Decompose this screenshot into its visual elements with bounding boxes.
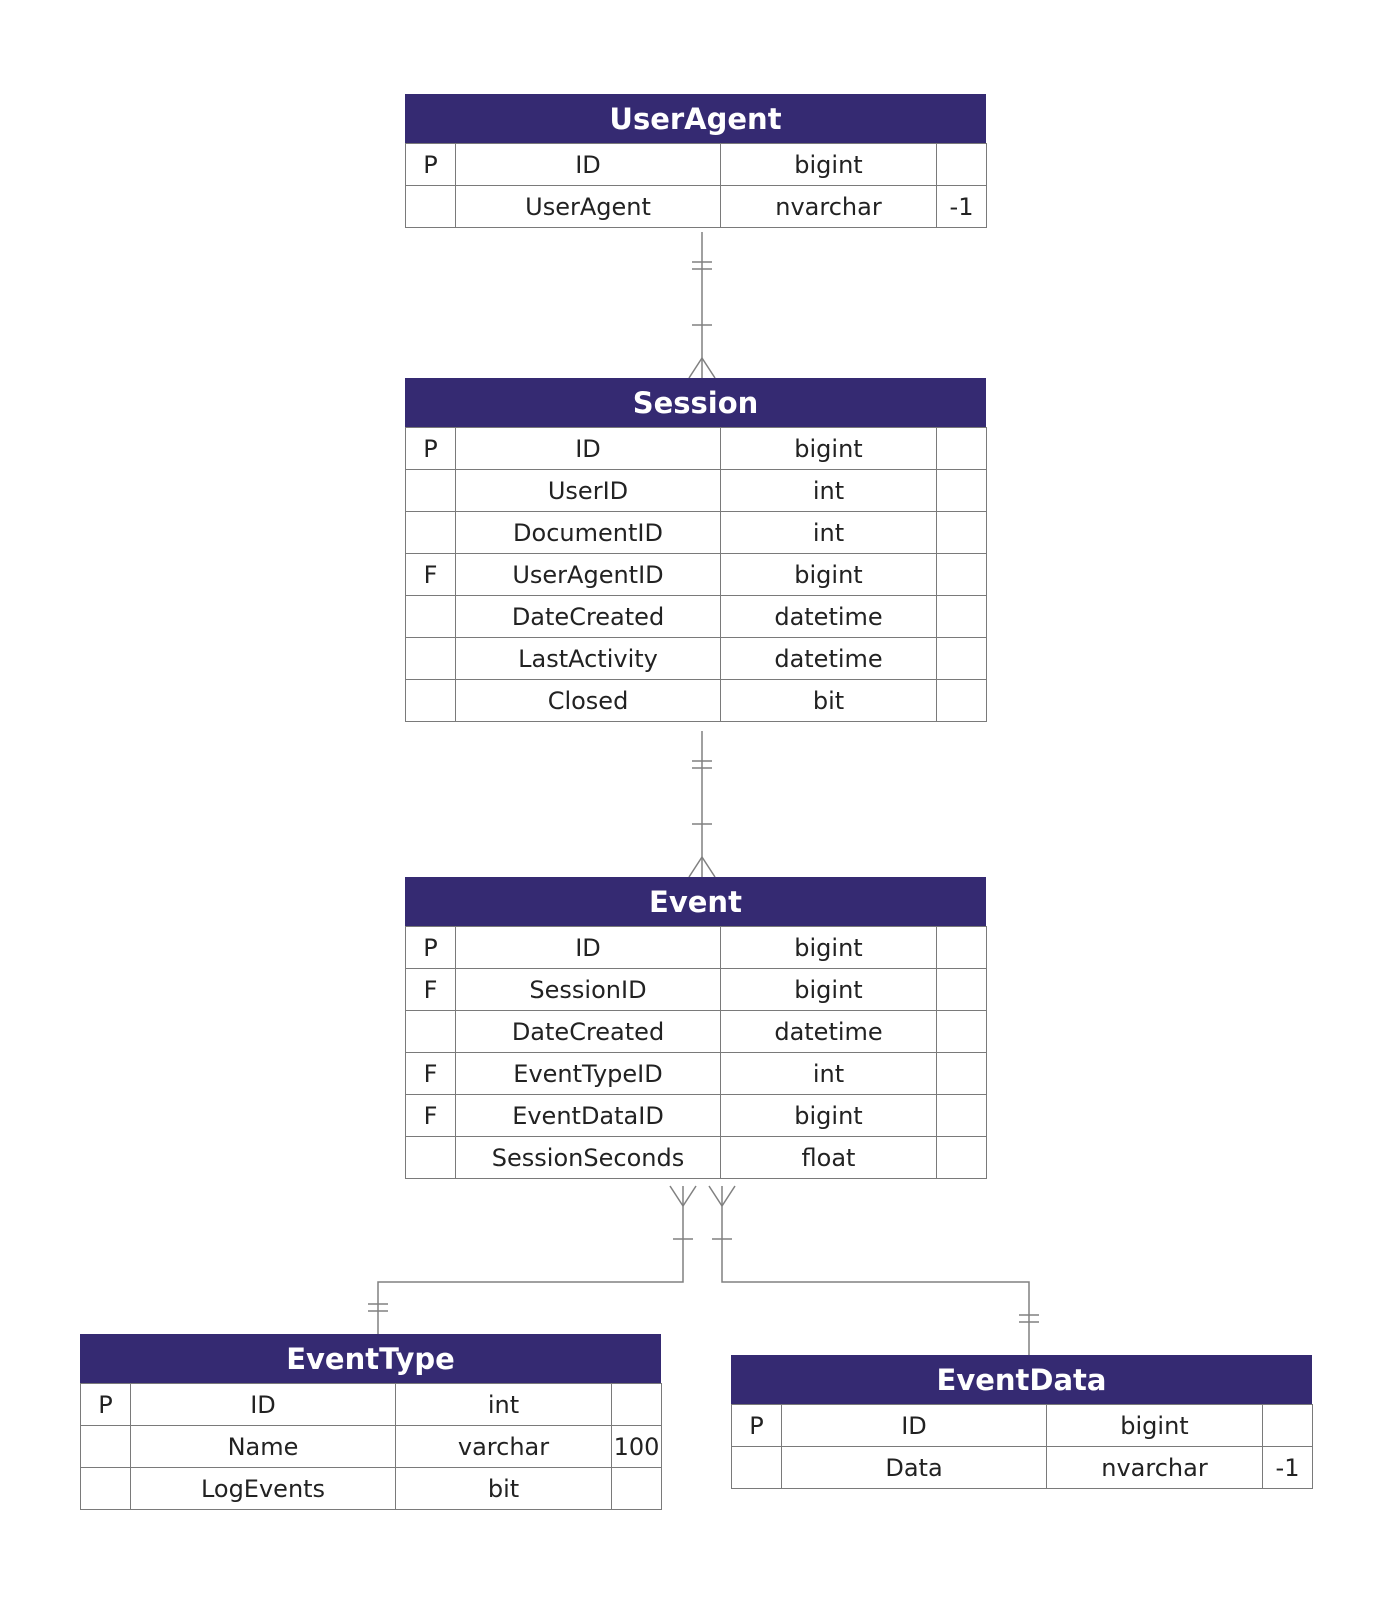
data-type-cell: bigint (1047, 1405, 1263, 1447)
entity-title: Session (405, 378, 986, 427)
data-type-cell: nvarchar (1047, 1447, 1263, 1489)
column-name-cell: SessionID (456, 969, 721, 1011)
table-row (406, 512, 987, 554)
data-type-cell: bigint (721, 428, 937, 470)
key-cell: P (732, 1405, 782, 1447)
key-cell (406, 1011, 456, 1053)
entity-columns-table (731, 1404, 1313, 1489)
column-name-cell: ID (782, 1405, 1047, 1447)
column-name-cell: UserID (456, 470, 721, 512)
table-row (406, 638, 987, 680)
column-name-cell: Closed (456, 680, 721, 722)
length-cell: 100 (612, 1426, 662, 1468)
key-cell: P (406, 428, 456, 470)
column-name-cell: DateCreated (456, 1011, 721, 1053)
entity-columns-table (80, 1383, 662, 1510)
column-name-cell: ID (131, 1384, 396, 1426)
length-cell (937, 680, 987, 722)
key-cell (406, 680, 456, 722)
column-name-cell: UserAgentID (456, 554, 721, 596)
length-cell: -1 (937, 186, 987, 228)
data-type-cell: bigint (721, 969, 937, 1011)
data-type-cell: varchar (396, 1426, 612, 1468)
length-cell (937, 1011, 987, 1053)
key-cell (732, 1447, 782, 1489)
table-row (406, 186, 987, 228)
column-name-cell: LogEvents (131, 1468, 396, 1510)
data-type-cell: bigint (721, 144, 937, 186)
data-type-cell: int (396, 1384, 612, 1426)
table-row (406, 554, 987, 596)
length-cell (937, 470, 987, 512)
table-row (732, 1447, 1313, 1489)
data-type-cell: datetime (721, 1011, 937, 1053)
entity-title: EventType (80, 1334, 661, 1383)
length-cell (612, 1384, 662, 1426)
column-name-cell: SessionSeconds (456, 1137, 721, 1179)
length-cell (937, 1137, 987, 1179)
length-cell (937, 638, 987, 680)
data-type-cell: float (721, 1137, 937, 1179)
column-name-cell: ID (456, 144, 721, 186)
relationship-useragent-session (689, 232, 715, 378)
data-type-cell: nvarchar (721, 186, 937, 228)
data-type-cell: bigint (721, 554, 937, 596)
data-type-cell: bigint (721, 1095, 937, 1137)
table-row (406, 969, 987, 1011)
table-row (406, 1095, 987, 1137)
key-cell: F (406, 969, 456, 1011)
entity-columns-table (405, 427, 987, 722)
entity-columns-table (405, 926, 987, 1179)
data-type-cell: int (721, 512, 937, 554)
table-row (81, 1426, 662, 1468)
data-type-cell: bit (721, 680, 937, 722)
data-type-cell: int (721, 470, 937, 512)
table-row (406, 144, 987, 186)
table-row (406, 1011, 987, 1053)
data-type-cell: bit (396, 1468, 612, 1510)
length-cell (1263, 1405, 1313, 1447)
entity-session (405, 378, 986, 722)
entity-title: UserAgent (405, 94, 986, 143)
table-row (406, 596, 987, 638)
column-name-cell: UserAgent (456, 186, 721, 228)
key-cell: F (406, 1053, 456, 1095)
key-cell (406, 638, 456, 680)
column-name-cell: ID (456, 428, 721, 470)
data-type-cell: int (721, 1053, 937, 1095)
key-cell: F (406, 554, 456, 596)
table-row (81, 1384, 662, 1426)
table-row (406, 1053, 987, 1095)
column-name-cell: Data (782, 1447, 1047, 1489)
length-cell (937, 969, 987, 1011)
key-cell (406, 1137, 456, 1179)
entity-useragent (405, 94, 986, 228)
table-row (81, 1468, 662, 1510)
column-name-cell: ID (456, 927, 721, 969)
key-cell (406, 512, 456, 554)
length-cell (937, 144, 987, 186)
key-cell (81, 1426, 131, 1468)
length-cell: -1 (1263, 1447, 1313, 1489)
relationship-eventdata-event (709, 1186, 1039, 1355)
entity-eventtype (80, 1334, 661, 1510)
length-cell (937, 1053, 987, 1095)
column-name-cell: EventTypeID (456, 1053, 721, 1095)
entity-event (405, 877, 986, 1179)
length-cell (612, 1468, 662, 1510)
length-cell (937, 596, 987, 638)
relationship-session-event (689, 731, 715, 877)
key-cell (406, 596, 456, 638)
length-cell (937, 554, 987, 596)
key-cell: F (406, 1095, 456, 1137)
data-type-cell: datetime (721, 638, 937, 680)
key-cell (406, 186, 456, 228)
key-cell (81, 1468, 131, 1510)
relationship-eventtype-event (368, 1186, 696, 1334)
key-cell: P (406, 927, 456, 969)
entity-title: EventData (731, 1355, 1312, 1404)
column-name-cell: LastActivity (456, 638, 721, 680)
column-name-cell: DocumentID (456, 512, 721, 554)
length-cell (937, 927, 987, 969)
length-cell (937, 512, 987, 554)
key-cell (406, 470, 456, 512)
entity-columns-table (405, 143, 987, 228)
table-row (406, 680, 987, 722)
data-type-cell: datetime (721, 596, 937, 638)
column-name-cell: Name (131, 1426, 396, 1468)
data-type-cell: bigint (721, 927, 937, 969)
table-row (406, 470, 987, 512)
entity-title: Event (405, 877, 986, 926)
key-cell: P (81, 1384, 131, 1426)
length-cell (937, 428, 987, 470)
table-row (406, 1137, 987, 1179)
column-name-cell: DateCreated (456, 596, 721, 638)
entity-eventdata (731, 1355, 1312, 1489)
length-cell (937, 1095, 987, 1137)
column-name-cell: EventDataID (456, 1095, 721, 1137)
table-row (732, 1405, 1313, 1447)
key-cell: P (406, 144, 456, 186)
table-row (406, 927, 987, 969)
table-row (406, 428, 987, 470)
